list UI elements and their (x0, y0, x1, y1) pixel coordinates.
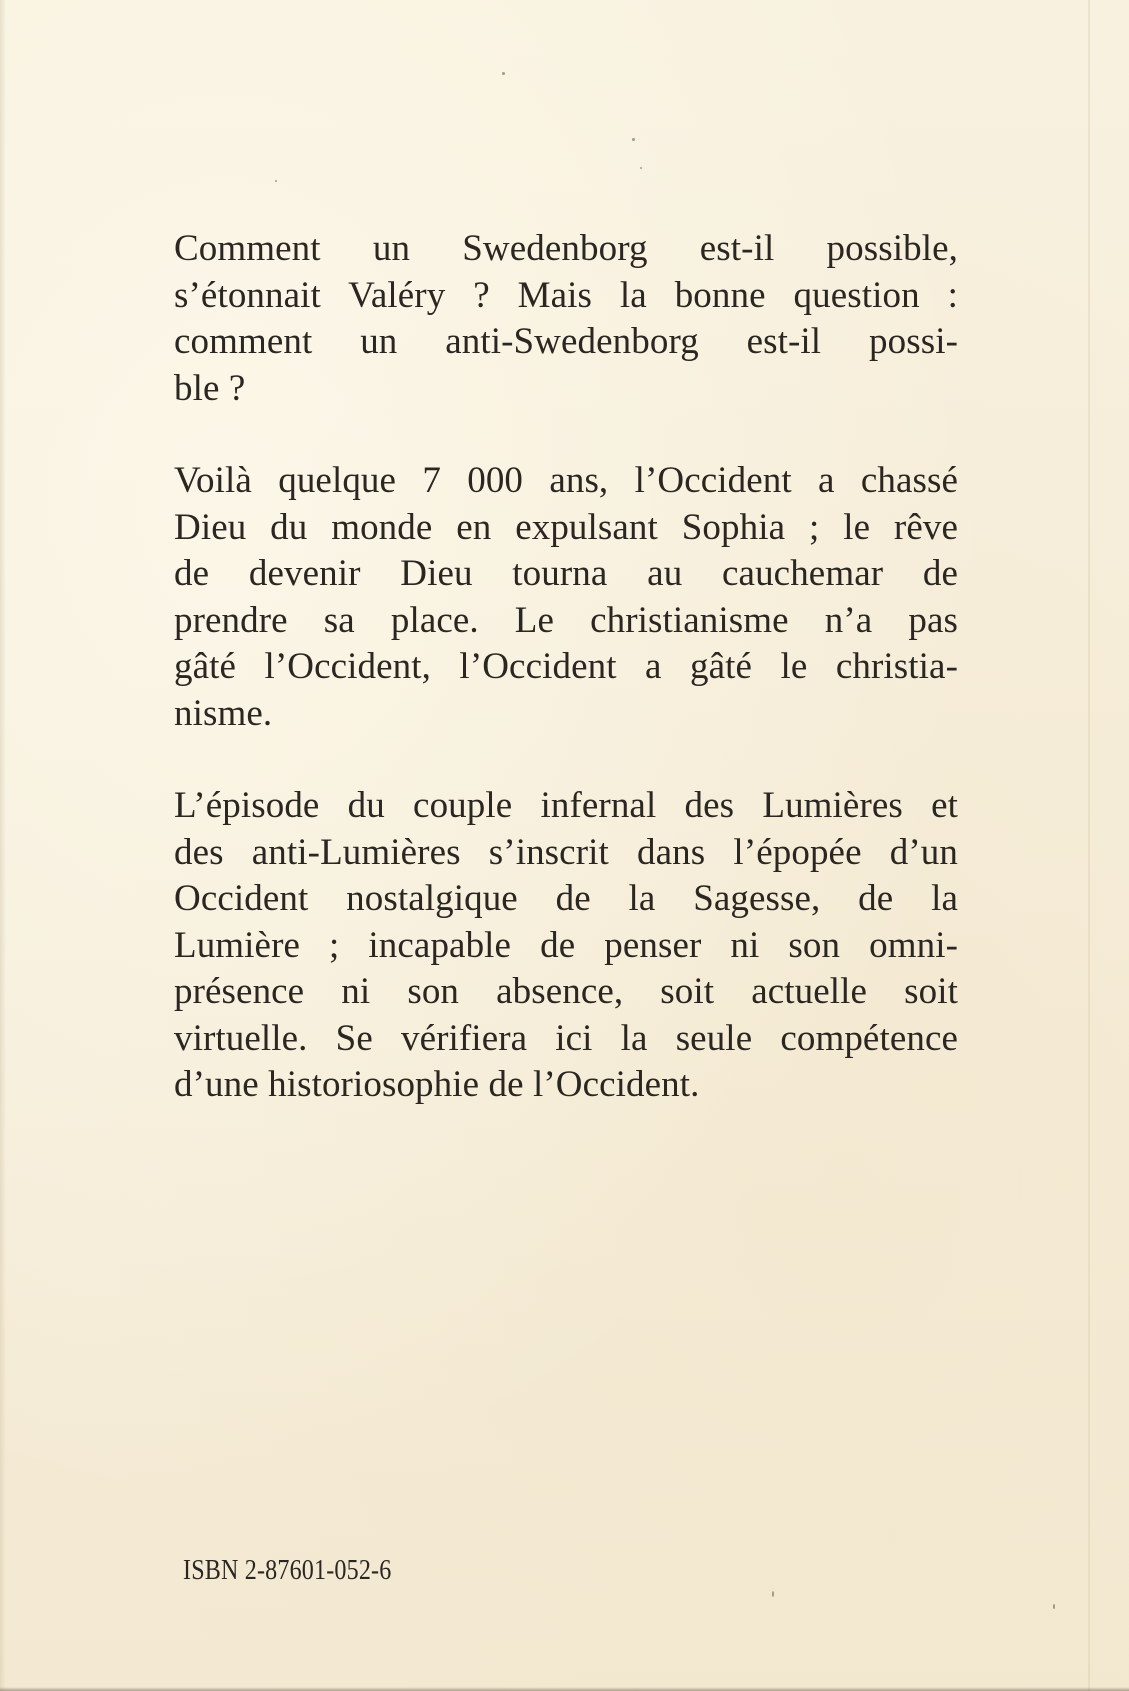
blurb-line: nisme. (174, 692, 273, 734)
blurb-line: Occident nostalgique de la Sagesse, de la (174, 878, 958, 919)
blurb-line: L’épisode du couple infernal des Lumières et (174, 785, 958, 826)
blurb-text (174, 226, 958, 1155)
blurb-paragraph-3 (174, 783, 958, 1109)
blurb-paragraph-2 (174, 458, 958, 737)
cover-fold-line (1088, 0, 1090, 1691)
blurb-line: gâté l’Occident, l’Occident a gâté le christia- (174, 646, 958, 687)
paper-speck (772, 1591, 774, 1597)
blurb-line: des anti-Lumières s’inscrit dans l’épopée d’un (174, 831, 958, 873)
paper-speck (1053, 1604, 1055, 1609)
blurb-line: Voilà quelque 7 000 ans, l’Occident a chassé (174, 460, 958, 501)
blurb-line: Comment un Swedenborg est-il possible, (174, 228, 958, 269)
blurb-line: de devenir Dieu tourna au cauchemar de (174, 553, 958, 594)
blurb-line: Dieu du monde en expulsant Sophia ; le rêve (174, 506, 958, 548)
paper-speck (632, 138, 635, 141)
cover-left-edge (0, 0, 6, 1691)
blurb-line: s’étonnait Valéry ? Mais la bonne question : (174, 274, 958, 316)
blurb-line: présence ni son absence, soit actuelle soit (174, 971, 958, 1012)
cover-bottom-edge (0, 1687, 1129, 1691)
blurb-line: virtuelle. Se vérifiera ici la seule compétence (174, 1017, 958, 1059)
blurb-line: d’une historiosophie de l’Occident. (174, 1064, 700, 1105)
blurb-line: ble ? (174, 367, 246, 409)
paper-speck (640, 167, 642, 169)
blurb-line: Lumière ; incapable de penser ni son omni- (174, 924, 958, 966)
paper-speck (502, 72, 505, 75)
isbn-number: ISBN 2-87601-052-6 (183, 1555, 392, 1586)
blurb-line: comment un anti-Swedenborg est-il possi- (174, 321, 958, 362)
blurb-line: prendre sa place. Le christianisme n’a pas (174, 599, 958, 641)
paper-speck (275, 180, 277, 182)
blurb-paragraph-1 (174, 226, 958, 412)
